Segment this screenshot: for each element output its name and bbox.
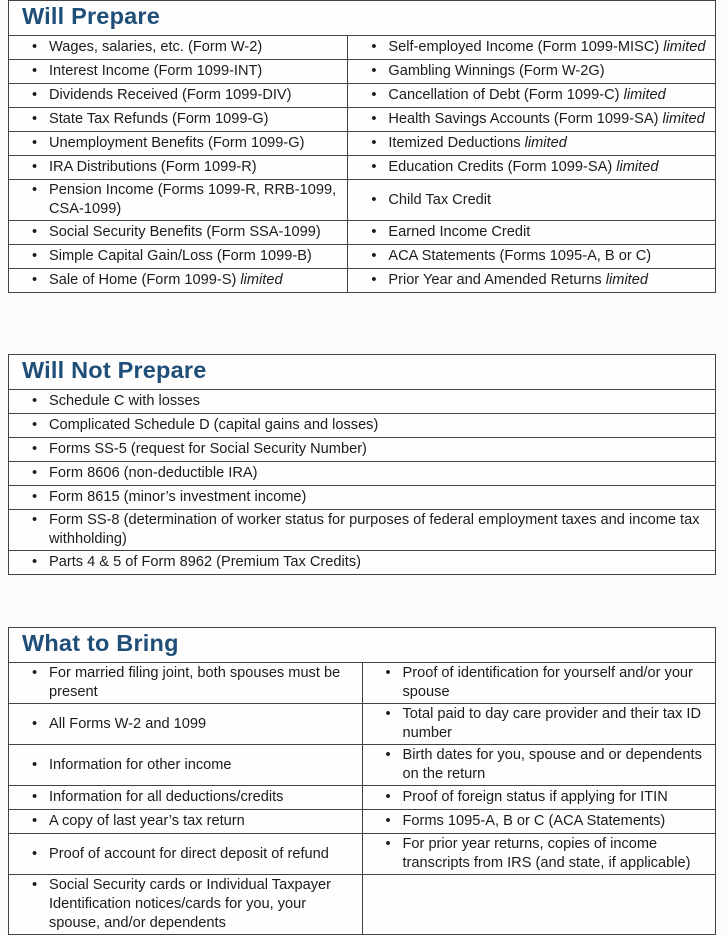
list-item-text: Social Security cards or Individual Taxpayer Identification notices/cards for you, your spouse, and/or dependents: [49, 877, 332, 931]
list-item-cell: [348, 132, 716, 156]
list-item: [348, 86, 711, 105]
list-item: [9, 271, 343, 290]
list-item-text: Child Tax Credit: [388, 191, 492, 208]
list-item-text: Unemployment Benefits (Form 1099-G): [49, 135, 305, 151]
list-item: [363, 664, 712, 702]
list-item: [9, 845, 358, 864]
list-item-text: Pension Income (Forms 1099-R, RRB-1099, CSA-1099): [49, 182, 337, 217]
table-row: [9, 84, 716, 108]
list-item-text: ACA Statements (Forms 1095-A, B or C): [388, 248, 652, 264]
list-item: [363, 788, 712, 807]
list-item-cell: [362, 663, 716, 704]
list-item-text: Schedule C with losses: [49, 393, 200, 409]
list-item-text: Interest Income (Form 1099-INT): [49, 63, 263, 79]
limited-note: limited: [520, 135, 567, 151]
list-item-cell: [9, 462, 716, 486]
section-title: Will Prepare: [22, 3, 161, 30]
list-item-cell: [9, 786, 363, 810]
list-item-text: Earned Income Credit: [388, 224, 531, 240]
table-row: [9, 510, 716, 551]
list-item: [9, 158, 343, 177]
list-item: [348, 158, 711, 177]
list-item-text: Proof of foreign status if applying for ITIN: [402, 789, 668, 805]
list-item-text: Forms 1095-A, B or C (ACA Statements): [402, 813, 666, 829]
list-item-cell: [348, 156, 716, 180]
list-item-text: Sale of Home (Form 1099-S): [49, 272, 237, 288]
section-will-prepare: [8, 0, 716, 293]
will-not-prepare-table: [8, 354, 716, 575]
list-item: [348, 223, 711, 242]
list-item: [9, 223, 343, 242]
list-item-cell: [348, 36, 716, 60]
list-item-cell: [348, 245, 716, 269]
table-row: [9, 438, 716, 462]
list-item-text: Cancellation of Debt (Form 1099-C): [388, 87, 620, 103]
list-item-cell: [9, 551, 716, 575]
table-row: [9, 414, 716, 438]
list-item-cell: [9, 132, 348, 156]
table-row: [9, 245, 716, 269]
list-item-text: State Tax Refunds (Form 1099-G): [49, 111, 269, 127]
list-item-cell: [362, 745, 716, 786]
list-item-text: Prior Year and Amended Returns: [388, 272, 606, 288]
list-item: [9, 181, 343, 219]
list-item: [363, 812, 712, 831]
list-item-cell: [362, 834, 716, 875]
list-item-text: Simple Capital Gain/Loss (Form 1099-B): [49, 248, 312, 264]
list-item-text: Gambling Winnings (Form W-2G): [388, 63, 605, 79]
list-item: [9, 247, 343, 266]
list-item: [9, 416, 711, 435]
list-item-text: Proof of identification for yourself and/or your spouse: [402, 665, 693, 700]
list-item-text: For married filing joint, both spouses must be present: [49, 665, 341, 700]
list-item-cell: [9, 390, 716, 414]
table-row: [9, 132, 716, 156]
list-item-text: Proof of account for direct deposit of refund: [49, 845, 329, 862]
limited-note: limited: [658, 111, 705, 127]
limited-note: limited: [605, 272, 648, 288]
list-item-cell: [9, 269, 348, 293]
list-item: [348, 38, 711, 57]
list-item: [348, 110, 711, 129]
list-item: [9, 715, 358, 734]
table-row: [9, 390, 716, 414]
list-item-cell: [362, 810, 716, 834]
section-title: Will Not Prepare: [22, 357, 207, 384]
section-title-row: [9, 628, 716, 663]
limited-note: limited: [612, 159, 659, 175]
list-item-cell: [9, 704, 363, 745]
table-row: [9, 834, 716, 875]
list-item-text: Dividends Received (Form 1099-DIV): [49, 87, 292, 103]
list-item-cell: [9, 875, 363, 935]
list-item-cell: [9, 180, 348, 221]
list-item-text: Information for all deductions/credits: [49, 789, 284, 805]
list-item-text: Health Savings Accounts (Form 1099-SA): [388, 111, 659, 127]
list-item-text: IRA Distributions (Form 1099-R): [49, 159, 257, 175]
list-item-cell: [9, 438, 716, 462]
limited-note: limited: [619, 87, 666, 103]
list-item-cell: [9, 84, 348, 108]
section-will-not-prepare: [8, 354, 716, 575]
list-item-cell: [9, 245, 348, 269]
list-item: [9, 38, 343, 57]
list-item: [348, 62, 711, 81]
table-row: [9, 60, 716, 84]
list-item-cell: [9, 60, 348, 84]
table-row: [9, 462, 716, 486]
list-item-cell: [9, 108, 348, 132]
list-item-text: Information for other income: [49, 756, 232, 773]
list-item: [9, 134, 343, 153]
table-row: [9, 704, 716, 745]
list-item-text: Total paid to day care provider and their tax ID number: [402, 706, 702, 741]
list-item-cell: [9, 414, 716, 438]
list-item-text: All Forms W-2 and 1099: [49, 715, 207, 732]
table-row: [9, 156, 716, 180]
list-item-cell: [348, 221, 716, 245]
limited-note: limited: [236, 272, 283, 288]
list-item-text: Birth dates for you, spouse and or dependents on the return: [402, 747, 702, 782]
empty-cell: [362, 875, 716, 935]
list-item-cell: [348, 180, 716, 221]
list-item-text: Form SS-8 (determination of worker status for purposes of federal employment taxes and income tax withholding): [49, 512, 700, 547]
list-item: [9, 511, 711, 549]
list-item: [9, 756, 358, 775]
list-item-cell: [348, 269, 716, 293]
list-item-text: Social Security Benefits (Form SSA-1099): [49, 224, 321, 240]
list-item: [9, 110, 343, 129]
list-item-cell: [9, 834, 363, 875]
list-item-text: Self-employed Income (Form 1099-MISC): [388, 39, 660, 55]
table-row: [9, 108, 716, 132]
table-row: [9, 269, 716, 293]
list-item-text: Itemized Deductions: [388, 135, 521, 151]
list-item-cell: [362, 786, 716, 810]
list-item-cell: [362, 704, 716, 745]
list-item-cell: [348, 84, 716, 108]
list-item: [9, 488, 711, 507]
table-row: [9, 486, 716, 510]
list-item: [9, 464, 711, 483]
list-item-cell: [9, 486, 716, 510]
list-item: [363, 746, 712, 784]
list-item-text: Form 8606 (non-deductible IRA): [49, 465, 258, 481]
list-item: [348, 247, 711, 266]
section-title-row: [9, 1, 716, 36]
list-item: [9, 812, 358, 831]
list-item-text: Complicated Schedule D (capital gains and losses): [49, 417, 379, 433]
table-row: [9, 221, 716, 245]
table-row: [9, 875, 716, 935]
list-item-cell: [9, 663, 363, 704]
list-item-cell: [9, 221, 348, 245]
list-item-text: A copy of last year’s tax return: [49, 813, 245, 829]
list-item: [9, 392, 711, 411]
list-item-text: For prior year returns, copies of income transcripts from IRS (and state, if applicable): [402, 836, 691, 871]
section-title: What to Bring: [22, 630, 179, 657]
list-item: [348, 191, 711, 210]
list-item: [348, 271, 711, 290]
table-row: [9, 180, 716, 221]
list-item: [9, 788, 358, 807]
list-item-cell: [9, 156, 348, 180]
list-item: [9, 62, 343, 81]
list-item: [363, 705, 712, 743]
list-item-cell: [9, 36, 348, 60]
table-row: [9, 745, 716, 786]
list-item: [9, 440, 711, 459]
table-row: [9, 663, 716, 704]
list-item-cell: [348, 108, 716, 132]
list-item-text: Wages, salaries, etc. (Form W-2): [49, 39, 263, 55]
table-row: [9, 786, 716, 810]
list-item-cell: [9, 810, 363, 834]
list-item: [9, 876, 358, 933]
list-item-cell: [9, 510, 716, 551]
list-item: [363, 835, 712, 873]
what-to-bring-table: [8, 627, 716, 935]
list-item-text: Forms SS-5 (request for Social Security Number): [49, 441, 367, 457]
list-item-cell: [9, 745, 363, 786]
list-item: [9, 86, 343, 105]
limited-note: limited: [659, 39, 706, 55]
list-item-cell: [348, 60, 716, 84]
list-item-text: Education Credits (Form 1099-SA): [388, 159, 613, 175]
table-row: [9, 551, 716, 575]
list-item: [9, 664, 358, 702]
will-prepare-table: [8, 0, 716, 293]
list-item: [348, 134, 711, 153]
list-item-text: Parts 4 & 5 of Form 8962 (Premium Tax Credits): [49, 554, 361, 570]
section-what-to-bring: [8, 627, 716, 935]
section-title-row: [9, 355, 716, 390]
list-item: [9, 553, 711, 572]
list-item-text: Form 8615 (minor’s investment income): [49, 489, 307, 505]
table-row: [9, 810, 716, 834]
table-row: [9, 36, 716, 60]
